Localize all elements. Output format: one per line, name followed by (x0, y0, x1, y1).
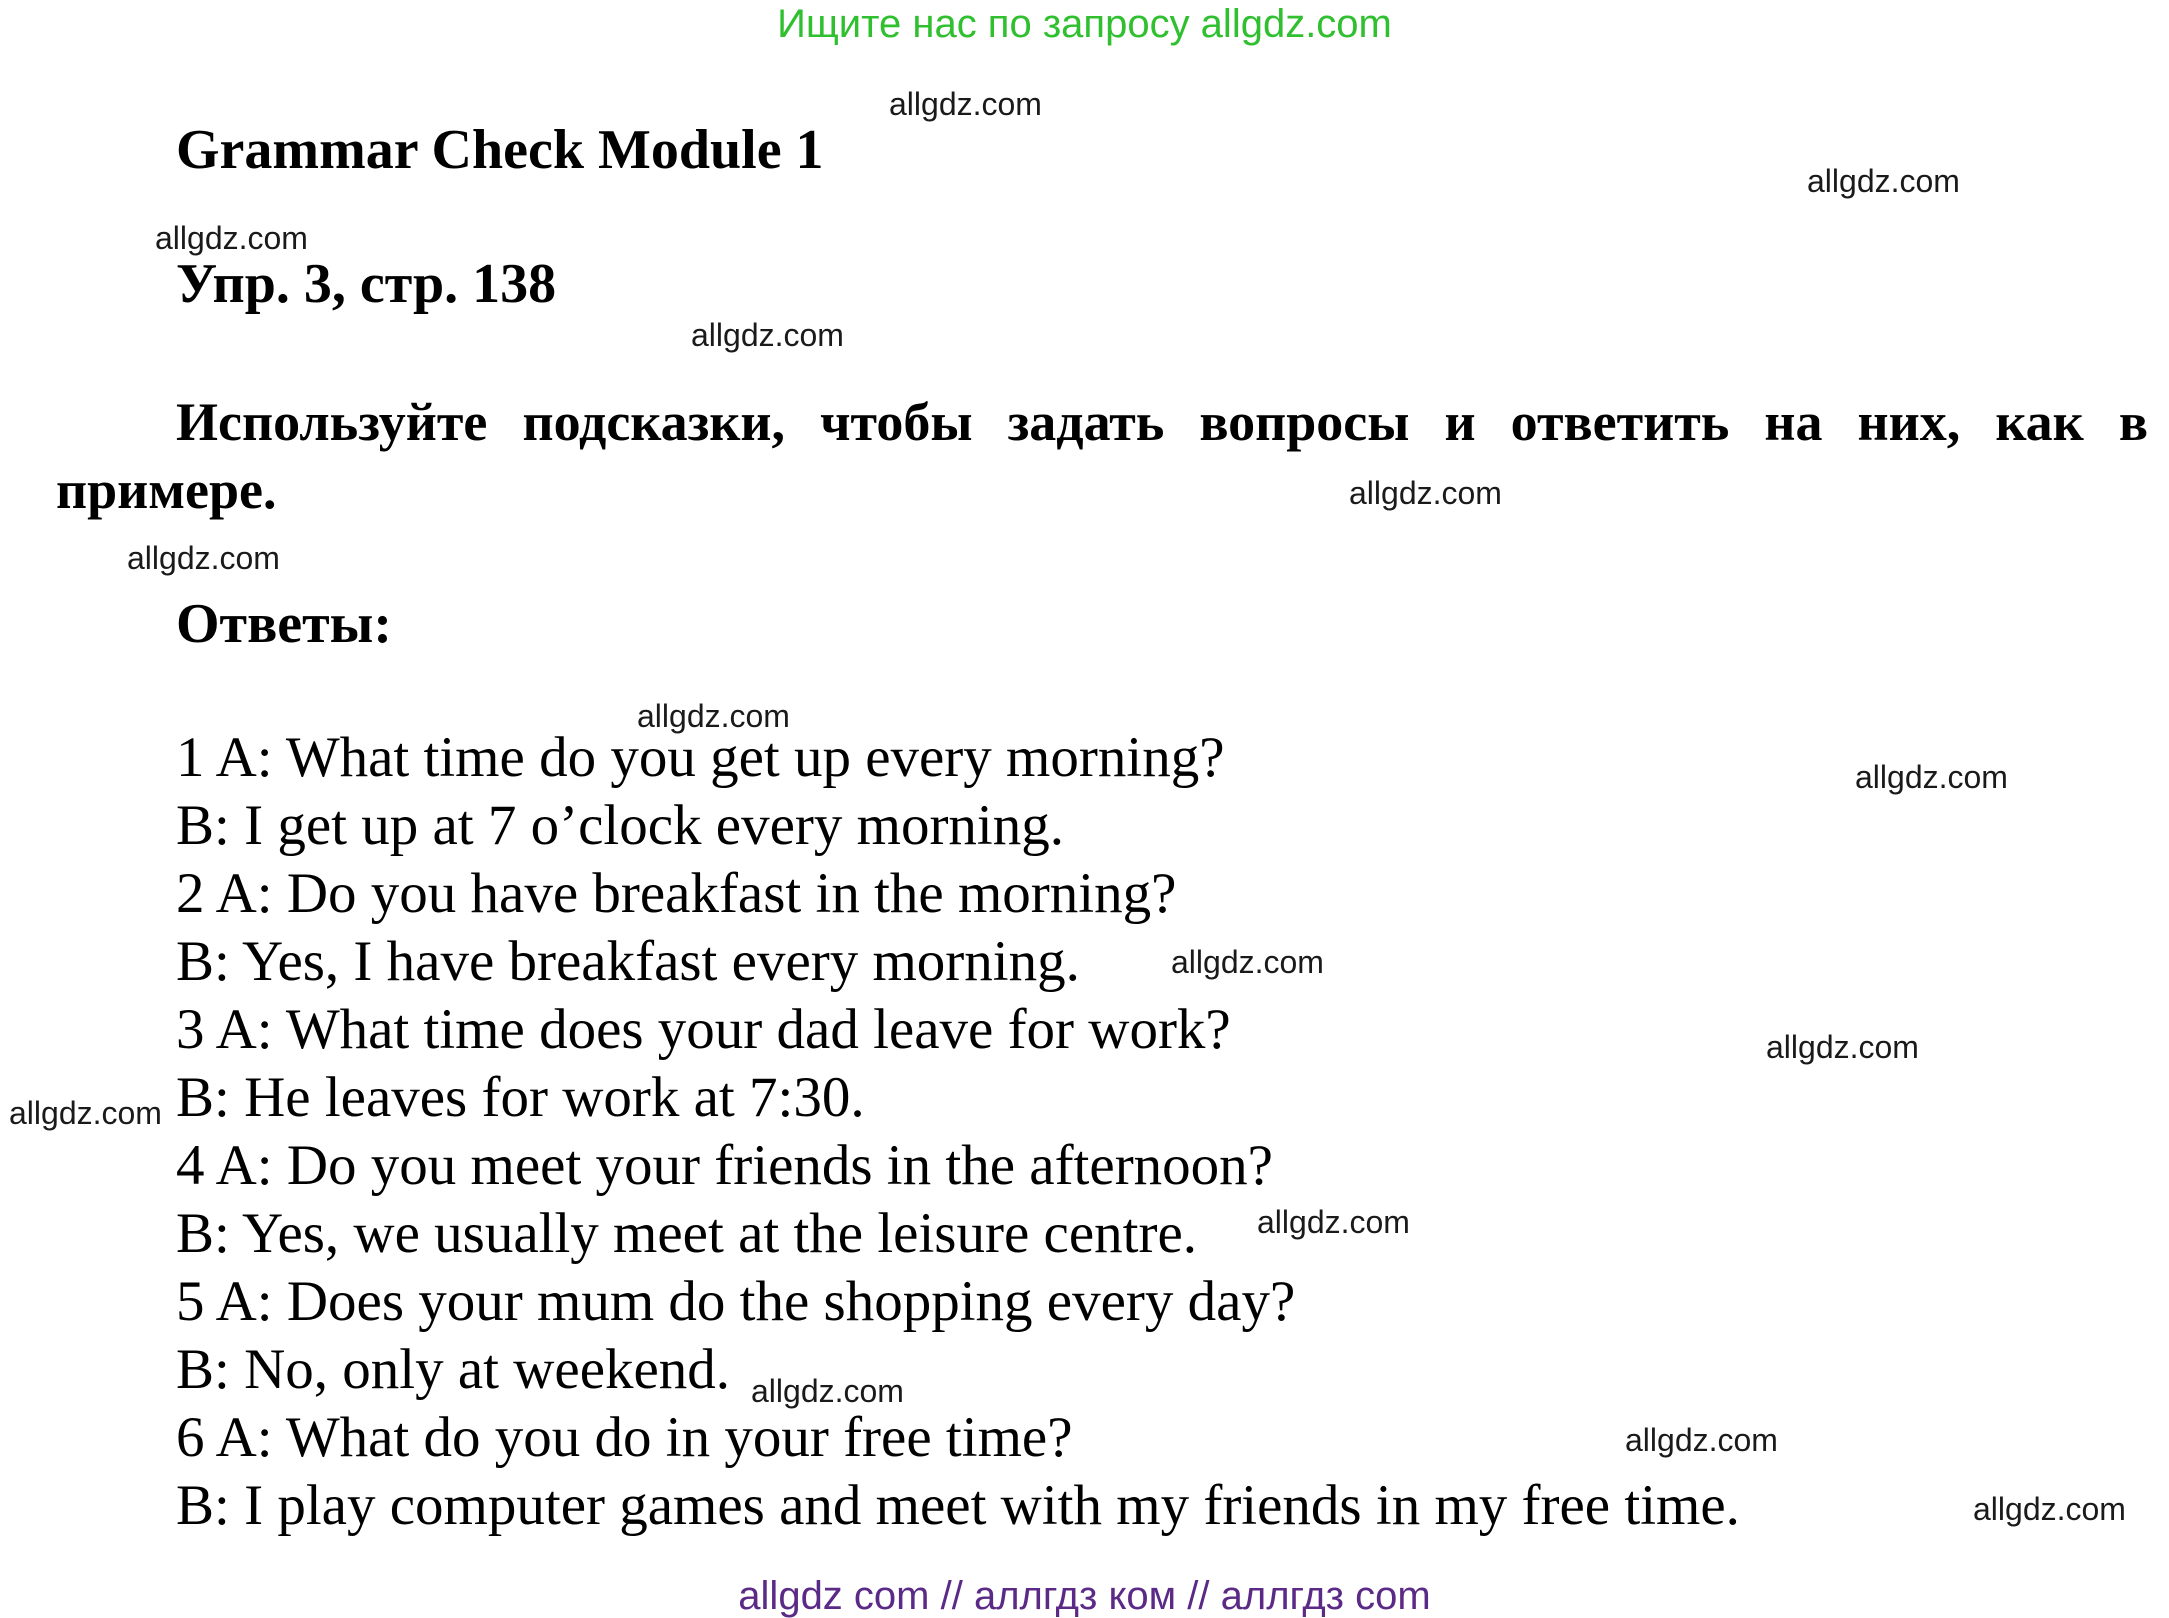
answer-line: B: I play computer games and meet with my friends in my free time. (176, 1474, 1740, 1537)
watermark: allgdz.com (9, 1095, 162, 1131)
watermark: allgdz.com (1349, 475, 1502, 511)
answer-line: 3 A: What time does your dad leave for work? (176, 998, 1231, 1061)
watermark: allgdz.com (1855, 759, 2008, 795)
watermark: allgdz.com (889, 86, 1042, 122)
answer-line: 1 A: What time do you get up every morning? (176, 726, 1225, 789)
exercise-instructions: Используйте подсказки, чтобы задать вопросы и ответить на них, как в примере. (56, 392, 2148, 520)
watermark: allgdz.com (751, 1373, 904, 1409)
watermark: allgdz.com (155, 220, 308, 256)
answers-heading: Ответы: (176, 593, 393, 655)
answer-line: B: No, only at weekend. (176, 1338, 731, 1401)
footer-watermark: allgdz com // аллгдз ком // аллгдз com (738, 1574, 1431, 1618)
watermark: allgdz.com (1625, 1422, 1778, 1458)
watermark: allgdz.com (1257, 1204, 1410, 1240)
watermark: allgdz.com (1766, 1029, 1919, 1065)
answer-line: B: Yes, we usually meet at the leisure centre. (176, 1202, 1197, 1265)
answer-line: 6 A: What do you do in your free time? (176, 1406, 1073, 1469)
answer-line: 4 A: Do you meet your friends in the afternoon? (176, 1134, 1273, 1197)
watermark: allgdz.com (637, 698, 790, 734)
answer-line: 5 A: Does your mum do the shopping every day? (176, 1270, 1296, 1333)
watermark: allgdz.com (1973, 1491, 2126, 1527)
watermark: allgdz.com (1171, 944, 1324, 980)
watermark: allgdz.com (1807, 163, 1960, 199)
watermark: allgdz.com (691, 317, 844, 353)
watermark: allgdz.com (127, 540, 280, 576)
exercise-reference: Упр. 3, стр. 138 (176, 253, 557, 315)
answers-list (176, 724, 1740, 1540)
answer-line: B: Yes, I have breakfast every morning. (176, 930, 1080, 993)
page-title: Grammar Check Module 1 (176, 119, 824, 181)
search-banner: Ищите нас по запросу allgdz.com (777, 2, 1392, 46)
answer-line: 2 A: Do you have breakfast in the morning? (176, 862, 1177, 925)
answer-line: B: I get up at 7 o’clock every morning. (176, 794, 1065, 857)
answer-line: B: He leaves for work at 7:30. (176, 1066, 865, 1129)
